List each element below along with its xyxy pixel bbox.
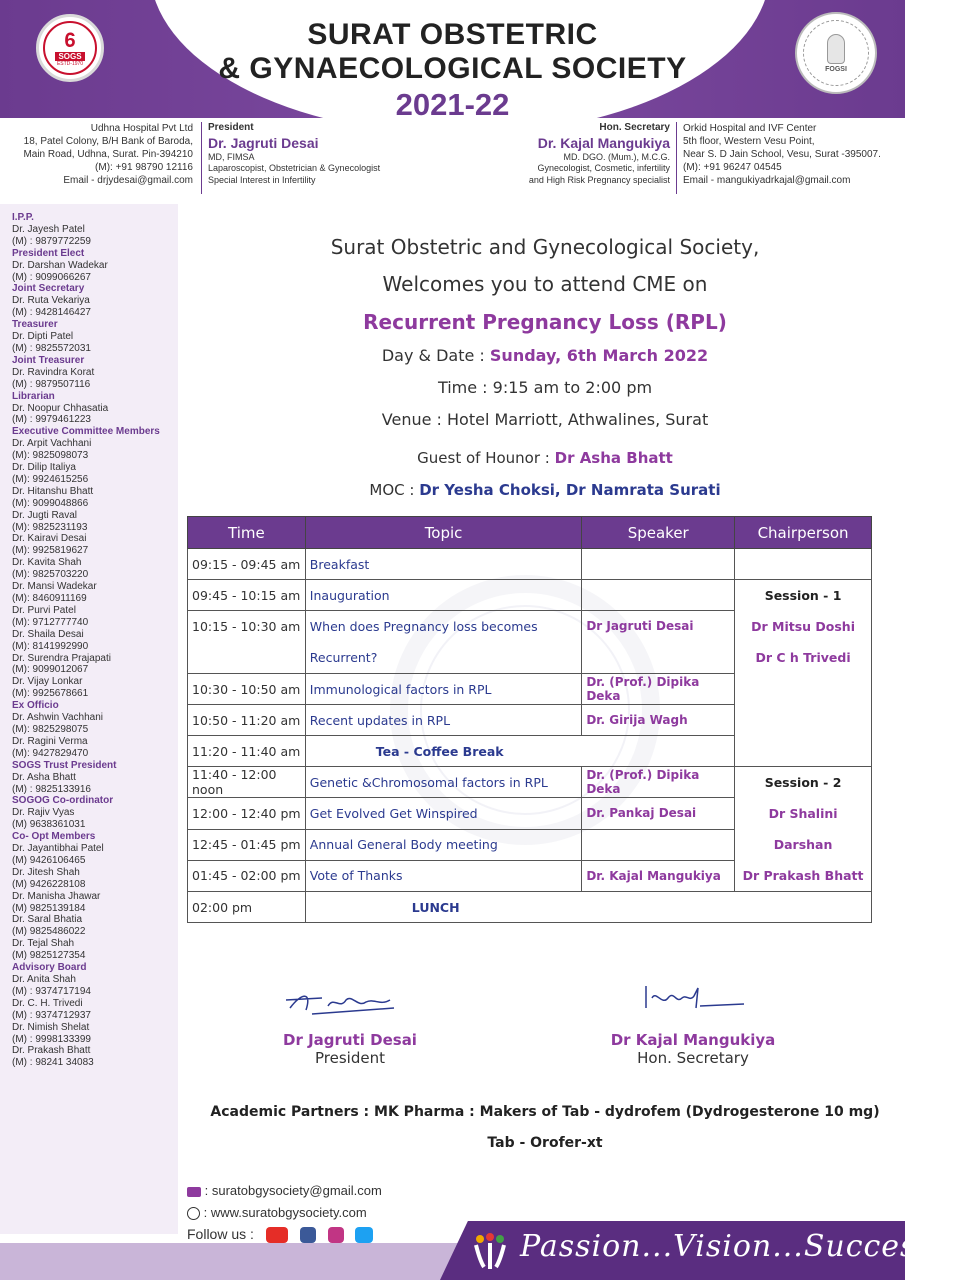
session1-chair: Dr C h Trivedi xyxy=(755,650,851,665)
committee-member-phone: (M): 9825231193 xyxy=(12,521,88,533)
committee-member-name: Dr. Tejal Shah xyxy=(12,938,75,950)
invite-line2: Welcomes you to attend CME on xyxy=(382,272,708,296)
row-time: 11:20 - 11:40 am xyxy=(188,736,306,767)
president-name: Dr. Jagruti Desai xyxy=(208,134,319,151)
session2-label: Session - 2 xyxy=(764,775,842,790)
president-office-address xyxy=(10,122,193,187)
secretary-role: Hon. Secretary xyxy=(599,122,670,133)
committee-member-phone: (M) 9426106465 xyxy=(12,854,86,866)
cme-topic: Recurrent Pregnancy Loss (RPL) xyxy=(363,310,727,334)
office-email: Email - drjydesai@gmail.com xyxy=(63,175,193,186)
row-topic: Vote of Thanks xyxy=(305,860,582,891)
committee-member-name: Dr. Hitanshu Bhatt xyxy=(12,485,94,497)
committee-member-phone: (M) : 9374712937 xyxy=(12,1009,91,1021)
committee-role: SOGS Trust President xyxy=(12,759,117,771)
committee-member-phone: (M): 9825298075 xyxy=(12,723,89,735)
committee-role: Co- Opt Members xyxy=(12,831,96,843)
committee-member-name: Dr. Vijay Lonkar xyxy=(12,676,83,688)
committee-member-phone: (M) : 9428146427 xyxy=(12,307,91,319)
committee-member-name: Dr. Kairavi Desai xyxy=(12,533,87,545)
divider xyxy=(676,122,677,194)
logo-estd: ESTD-1970 xyxy=(56,60,84,67)
secretary-office-address xyxy=(683,122,898,187)
row-chair xyxy=(735,549,872,580)
office-line: Main Road, Udhna, Surat. Pin-394210 xyxy=(23,149,193,160)
committee-member-name: Dr. Ragini Verma xyxy=(12,735,88,747)
committee-member-phone: (M) 9825127354 xyxy=(12,950,86,962)
committee-member-phone: (M) : 9099066267 xyxy=(12,271,91,283)
secretary-sign-block xyxy=(598,1031,788,1067)
schedule-table xyxy=(187,516,872,923)
row-speaker: Dr Jagruti Desai xyxy=(582,611,735,674)
committee-member-phone: (M) 9426228108 xyxy=(12,878,86,890)
follow-label: Follow us : xyxy=(187,1226,254,1242)
committee-member-name: Dr. Jayesh Patel xyxy=(12,223,85,235)
globe-icon xyxy=(187,1207,200,1220)
office-email: Email - mangukiyadrkajal@gmail.com xyxy=(683,175,851,186)
committee-member-name: Dr. Dipti Patel xyxy=(12,331,74,343)
committee-member-phone: (M) : 98241 34083 xyxy=(12,1057,94,1069)
table-row xyxy=(188,892,872,923)
logo-abbr: SOGS xyxy=(55,52,84,61)
secretary-block xyxy=(470,122,670,186)
president-detail: MD, FIMSA xyxy=(208,151,255,162)
committee-member-name: Dr. Saral Bhatia xyxy=(12,914,83,926)
committee-member-phone: (M) : 9825572031 xyxy=(12,342,91,354)
committee-role: President Elect xyxy=(12,247,85,259)
committee-member-phone: (M): 8141992990 xyxy=(12,640,89,652)
committee-member-name: Dr. Dilip Italiya xyxy=(12,462,76,474)
row-speaker: Dr. Kajal Mangukiya xyxy=(582,860,735,891)
moc-value: Dr Yesha Choksi, Dr Namrata Surati xyxy=(419,481,721,499)
president-detail: Special Interest in Infertility xyxy=(208,174,316,185)
committee-member-name: Dr. Surendra Prajapati xyxy=(12,652,111,664)
row-speaker: Dr. (Prof.) Dipika Deka xyxy=(582,767,735,798)
row-speaker: Dr. Pankaj Desai xyxy=(582,798,735,829)
row-topic: Inauguration xyxy=(305,580,582,611)
table-row xyxy=(188,736,872,767)
row-topic: Get Evolved Get Winspired xyxy=(305,798,582,829)
row-topic: Genetic &Chromosomal factors in RPL xyxy=(305,767,582,798)
row-topic: Recent updates in RPL xyxy=(305,705,582,736)
office-line: 18, Patel Colony, B/H Bank of Baroda, xyxy=(23,136,193,147)
secretary-sign-role: Hon. Secretary xyxy=(637,1049,749,1067)
row-time: 11:40 - 12:00 noon xyxy=(188,767,306,798)
committee-member-phone: (M) 9825139184 xyxy=(12,902,86,914)
row-speaker: Dr. (Prof.) Dipika Deka xyxy=(582,674,735,705)
committee-member-name: Dr. Purvi Patel xyxy=(12,604,76,616)
society-year: 2021-22 xyxy=(395,87,510,122)
society-title-line1: SURAT OBSTETRIC xyxy=(307,18,598,51)
committee-member-name: Dr. Rajiv Vyas xyxy=(12,807,75,819)
committee-role: Advisory Board xyxy=(12,962,87,974)
column-header: Chairperson xyxy=(735,517,872,549)
session2-chairs xyxy=(735,767,872,892)
society-title-line2: & GYNAECOLOGICAL SOCIETY xyxy=(218,52,687,85)
committee-member-phone: (M): 9427829470 xyxy=(12,747,89,759)
committee-member-name: Dr. Prakash Bhatt xyxy=(12,1045,91,1057)
committee-member-name: Dr. Jayantibhai Patel xyxy=(12,843,104,855)
president-signature xyxy=(282,988,412,1018)
president-sign-role: President xyxy=(315,1049,385,1067)
secretary-detail: and High Risk Pregnancy specialist xyxy=(528,174,670,185)
guest-of-honour xyxy=(185,449,905,467)
people-icon xyxy=(470,1231,510,1271)
committee-role: Librarian xyxy=(12,390,55,402)
row-time: 10:50 - 11:20 am xyxy=(188,705,306,736)
president-block xyxy=(208,122,408,186)
row-time: 02:00 pm xyxy=(188,892,306,923)
row-time: 01:45 - 02:00 pm xyxy=(188,860,306,891)
office-line: 5th floor, Western Vesu Point, xyxy=(683,136,815,147)
row-time: 09:15 - 09:45 am xyxy=(188,549,306,580)
column-header: Speaker xyxy=(582,517,735,549)
committee-member-name: Dr. Mansi Wadekar xyxy=(12,581,97,593)
committee-member-name: Dr. Arpit Vachhani xyxy=(12,438,92,450)
tea-break: Tea - Coffee Break xyxy=(305,736,871,767)
president-detail: Laparoscopist, Obstetrician & Gynecologist xyxy=(208,163,381,173)
committee-role: Joint Treasurer xyxy=(12,354,85,366)
row-time: 10:15 - 10:30 am xyxy=(188,611,306,674)
row-speaker xyxy=(582,829,735,860)
committee-member-phone: (M): 9099048866 xyxy=(12,497,89,509)
committee-member-phone: (M): 9825098073 xyxy=(12,450,89,462)
committee-member-phone: (M) : 9979461223 xyxy=(12,414,91,426)
committee-member-phone: (M): 9924615256 xyxy=(12,473,89,485)
office-line: (M): +91 96247 04545 xyxy=(683,162,782,173)
row-speaker xyxy=(582,580,735,611)
committee-member-name: Dr. Manisha Jhawar xyxy=(12,890,101,902)
footer-tagline: Passion...Vision...Success... xyxy=(520,1229,964,1264)
moc xyxy=(185,481,905,499)
committee-member-name: Dr. Nimish Shelat xyxy=(12,1021,90,1033)
committee-member-phone: (M): 9825703220 xyxy=(12,569,89,581)
committee-member-name: Dr. Noopur Chhasatia xyxy=(12,402,109,414)
committee-member-name: Dr. Jugti Raval xyxy=(12,509,78,521)
row-time: 12:45 - 01:45 pm xyxy=(188,829,306,860)
president-role: President xyxy=(208,122,254,133)
email-text: : suratobgysociety@gmail.com xyxy=(204,1183,382,1198)
guest-value: Dr Asha Bhatt xyxy=(554,449,673,467)
office-line: Orkid Hospital and IVF Center xyxy=(683,123,817,134)
committee-role: I.P.P. xyxy=(12,212,34,223)
invite-line1: Surat Obstetric and Gynecological Society, xyxy=(330,235,760,259)
guest-label: Guest of Hounor : xyxy=(417,449,555,467)
committee-member-phone: (M) : 9879772259 xyxy=(12,235,91,247)
committee-member-phone: (M): 8460911169 xyxy=(12,593,87,604)
academic-partners: Academic Partners : MK Pharma : Makers of Tab - dydrofem (Dydrogesterone 10 mg) xyxy=(210,1104,880,1120)
committee-member-name: Dr. Darshan Wadekar xyxy=(12,259,108,271)
event-venue: Venue : Hotel Marriott, Athwalines, Surat xyxy=(381,410,709,429)
committee-role: Ex Officio xyxy=(12,700,59,712)
committee-member-name: Dr. Shaila Desai xyxy=(12,628,84,640)
committee-member-phone: (M) : 9825133916 xyxy=(12,783,91,795)
committee-member-name: Dr. Ashwin Vachhani xyxy=(12,712,103,724)
contact-website[interactable] xyxy=(187,1205,367,1220)
row-time: 12:00 - 12:40 pm xyxy=(188,798,306,829)
row-topic: When does Pregnancy loss becomes Recurrent? xyxy=(305,611,582,674)
table-row xyxy=(188,549,872,580)
session1-chair: Dr Mitsu Doshi xyxy=(751,619,855,634)
session2-chair: Dr Prakash Bhatt xyxy=(742,868,864,883)
committee-member-name: Dr. Asha Bhatt xyxy=(12,771,76,783)
lunch: LUNCH xyxy=(305,892,871,923)
committee-sidebar xyxy=(0,204,178,1234)
committee-member-phone: (M) : 9998133399 xyxy=(12,1033,91,1045)
committee-member-phone: (M) 9825486022 xyxy=(12,926,86,938)
row-topic: Annual General Body meeting xyxy=(305,829,582,860)
committee-member-phone: (M) 9638361031 xyxy=(12,819,86,831)
secretary-signature xyxy=(640,980,750,1016)
committee-member-phone: (M) : 9374717194 xyxy=(12,985,91,997)
fetus-icon: 𝟔 xyxy=(64,27,76,52)
committee-member-name: Dr. Kavita Shah xyxy=(12,557,82,569)
row-topic: Immunological factors in RPL xyxy=(305,674,582,705)
session1-label: Session - 1 xyxy=(764,588,842,603)
moc-label: MOC : xyxy=(369,481,420,499)
row-speaker: Dr. Girija Wagh xyxy=(582,705,735,736)
mail-icon xyxy=(187,1187,201,1197)
committee-role: Joint Secretary xyxy=(12,283,85,295)
fogsi-abbr: FOGSI xyxy=(825,65,847,73)
table-row xyxy=(188,580,872,611)
committee-member-phone: (M): 9712777740 xyxy=(12,616,89,628)
office-line: Udhna Hospital Pvt Ltd xyxy=(90,123,193,134)
office-line: Near S. D Jain School, Vesu, Surat -395007. xyxy=(683,149,881,160)
committee-role: Treasurer xyxy=(12,319,58,331)
session2-chair: Dr Shalini Darshan xyxy=(768,806,838,852)
committee-member-name: Dr. Ravindra Korat xyxy=(12,366,95,378)
event-date xyxy=(185,346,905,365)
contact-email[interactable] xyxy=(187,1183,382,1198)
president-sign-block xyxy=(255,1031,445,1067)
divider xyxy=(201,122,202,194)
row-speaker xyxy=(582,549,735,580)
committee-member-name: Dr. C. H. Trivedi xyxy=(12,997,83,1009)
row-topic: Breakfast xyxy=(305,549,582,580)
column-header: Time xyxy=(188,517,306,549)
office-line: (M): +91 98790 12116 xyxy=(95,162,193,173)
secretary-name: Dr. Kajal Mangukiya xyxy=(537,134,670,151)
committee-member-phone: (M): 9099012067 xyxy=(12,664,89,676)
row-time: 10:30 - 10:50 am xyxy=(188,674,306,705)
president-sign-name: Dr Jagruti Desai xyxy=(283,1031,417,1049)
committee-member-name: Dr. Anita Shah xyxy=(12,974,76,985)
secretary-detail: MD. DGO. (Mum.), M.C.G. xyxy=(563,151,670,162)
committee-member-phone: (M) : 9879507116 xyxy=(12,378,91,390)
committee-member-phone: (M): 9925819627 xyxy=(12,545,89,557)
committee-member-phone: (M): 9925678661 xyxy=(12,688,89,700)
row-time: 09:45 - 10:15 am xyxy=(188,580,306,611)
committee-member-name: Dr. Ruta Vekariya xyxy=(12,295,90,307)
table-row xyxy=(188,767,872,798)
secretary-sign-name: Dr Kajal Mangukiya xyxy=(610,1031,776,1049)
committee-role: Executive Committee Members xyxy=(12,426,160,438)
committee-member-name: Dr. Jitesh Shah xyxy=(12,866,80,878)
date-label: Day & Date : xyxy=(381,346,490,365)
event-time: Time : 9:15 am to 2:00 pm xyxy=(437,378,653,397)
footer-band-light xyxy=(0,1243,470,1280)
secretary-detail: Gynecologist, Cosmetic, infertility xyxy=(537,163,670,173)
committee-role: SOGOG Co-ordinator xyxy=(12,795,114,807)
column-header: Topic xyxy=(305,517,582,549)
footer xyxy=(0,1221,964,1280)
academic-partners-tab: Tab - Orofer-xt xyxy=(487,1135,603,1151)
date-value: Sunday, 6th March 2022 xyxy=(489,346,709,365)
website-text: : www.suratobgysociety.com xyxy=(203,1205,367,1220)
